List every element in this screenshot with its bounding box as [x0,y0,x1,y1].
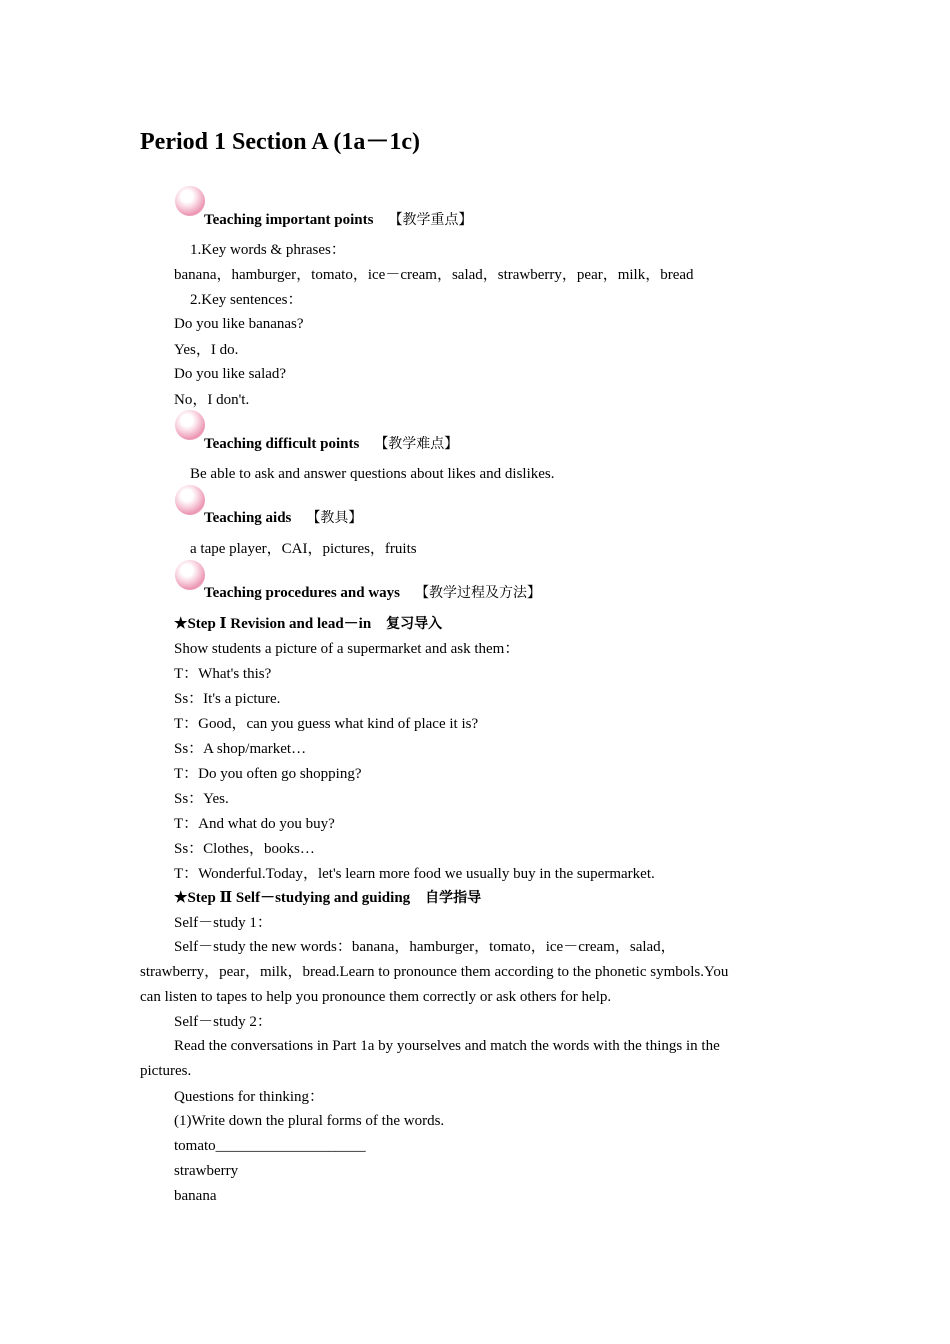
bullet-ball-icon [175,186,205,216]
heading-cn: 【教学过程及方法】 [415,585,542,601]
dialog-line: Ss：Clothes，books… [174,841,315,857]
key-sentences-label: 2.Key sentences： [190,292,303,308]
dialog-line: T：And what do you buy? [174,816,335,832]
bullet-ball-icon [175,560,205,590]
self-study-2-label: Self－study 2： [174,1014,272,1030]
sentence: Do you like bananas? [174,316,304,332]
questions-label: Questions for thinking： [174,1089,324,1105]
section-heading [204,508,362,528]
paragraph-line: can listen to tapes to help you pronounce them correctly or ask others for help. [140,989,612,1005]
paragraph-line: Self－study the new words：banana，hamburger，tomato，ice－cream，salad， [174,939,676,955]
sentence: Do you like salad? [174,366,287,382]
bullet-ball-icon [175,485,205,515]
heading-text: Teaching difficult points [204,436,360,452]
heading-cn: 【教学难点】 [374,436,459,452]
section-heading [204,210,472,230]
word-blank: tomato____________________ [174,1138,366,1154]
bullet-ball-icon [175,410,205,440]
dialog-line: T：Wonderful.Today，let's learn more food we usually buy in the supermarket. [174,866,655,882]
step-title-cn: 自学指导 [425,890,482,906]
step-title: ★Step Ⅱ Self－studying and guiding [174,890,411,906]
heading-cn: 【教学重点】 [388,212,473,228]
heading-text: Teaching procedures and ways [204,585,401,601]
word-blank: banana [174,1188,217,1204]
step-title-cn: 复习导入 [386,616,443,632]
page-title: Period 1 Section A (1a－1c) [140,129,420,155]
paragraph-line: strawberry，pear，milk，bread.Learn to pronounce them according to the phonetic symbols.You [140,964,729,980]
self-study-1-label: Self－study 1： [174,915,272,931]
key-words: banana，hamburger，tomato，ice－cream，salad，strawberry，pear，milk，bread [174,267,694,283]
step-heading [174,614,442,634]
dialog-line: T：Good，can you guess what kind of place it is? [174,716,479,732]
dialog-line: Show students a picture of a supermarket and ask them： [174,641,520,657]
dialog-line: T：What's this? [174,666,272,682]
paragraph-line: pictures. [140,1063,192,1079]
dialog-line: T：Do you often go shopping? [174,766,362,782]
step-heading [174,888,481,908]
difficult-text: Be able to ask and answer questions about likes and dislikes. [190,466,555,482]
paragraph-line: Read the conversations in Part 1a by yourselves and match the words with the things in the [174,1038,720,1054]
heading-text: Teaching important points [204,212,374,228]
heading-cn: 【教具】 [306,510,363,526]
section-heading [204,434,458,454]
aids-text: a tape player，CAI，pictures，fruits [190,541,417,557]
word-blank: strawberry [174,1163,239,1179]
sentence: Yes，I do. [174,342,239,358]
dialog-line: Ss：A shop/market… [174,741,307,757]
dialog-line: Ss：It's a picture. [174,691,281,707]
sentence: No，I don't. [174,392,250,408]
dialog-line: Ss：Yes. [174,791,229,807]
section-heading [204,583,541,603]
heading-text: Teaching aids [204,510,292,526]
key-words-label: 1.Key words & phrases： [190,242,346,258]
step-title: ★Step Ⅰ Revision and lead－in [174,616,372,632]
question: (1)Write down the plural forms of the words. [174,1113,445,1129]
